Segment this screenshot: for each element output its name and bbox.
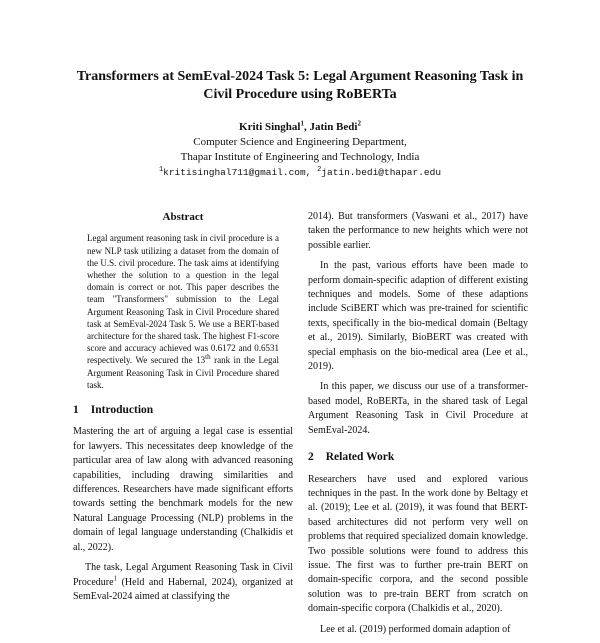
author-1-name: Kriti Singhal [239, 121, 301, 133]
section-number: 2 [308, 451, 314, 464]
email-1: kritisinghal711@gmail.com, [163, 167, 318, 178]
author-block [40, 120, 560, 180]
right-column [308, 210, 528, 643]
intro-p2-part-2: (Held and Habernal, 2024), organized at SemEval-2024 aimed at classifying the [73, 576, 293, 602]
affiliation-line-1: Computer Science and Engineering Department, [193, 136, 407, 148]
related-paragraph-1: Researchers have used and explored various techniques in the past. In the work done by Beltagy et al. (2019); Lee et al. (2019), it was found that BERT-based architectures did not perform very well on problems that required specialized domain knowledge. Two possible solutions were found to address this issue. The first was to further pre-train BERT on domain-specific corpora, and the second possible solution was to pre-train BERT from scratch on domain-specific corpora (Chalkidis et al., 2020). [308, 473, 528, 615]
email-2: jatin.bedi@thapar.edu [321, 167, 442, 178]
intro-paragraph-past-efforts: In the past, various efforts have been made to perform domain-specific adaption of different existing techniques and models. Some of these adaptions include SciBERT which was pre-trained for scientific texts, specifically in the bio-medical domain (Beltagy et al., 2019). Similarly, BioBERT was created with special emphasis on the bio-medical area (Lee et al., 2019). [308, 260, 528, 373]
abstract-heading: Abstract [162, 211, 204, 223]
email-2-mark: 2 [317, 165, 322, 174]
affiliation-line-2: Thapar Institute of Engineering and Technology, India [180, 151, 420, 163]
related-paragraph-2: Lee et al. (2019) performed domain adaption of [320, 623, 511, 635]
intro-p2-part-1: The task, Legal Argument Reasoning Task in Civil Procedure [73, 562, 293, 588]
abstract-text-part-2: rank in the Legal Argument Reasoning Task in Civil Procedure shared task. [87, 355, 279, 390]
abstract-rank-sup: th [205, 353, 211, 362]
author-2-name: Jatin Bedi [309, 121, 358, 133]
intro-paragraph-2 [73, 561, 293, 604]
author-names [40, 120, 560, 135]
author-emails [40, 165, 560, 180]
left-column [73, 210, 293, 610]
section-introduction-heading [73, 403, 293, 417]
section-number: 1 [73, 404, 79, 417]
title-line-1: Transformers at SemEval-2024 Task 5: Legal Argument Reasoning Task in [76, 69, 524, 84]
author-1-mark: 1 [300, 119, 304, 128]
author-2-mark: 2 [357, 119, 361, 128]
author-separator: , [303, 121, 310, 133]
section-related-work-heading [308, 450, 528, 464]
intro-paragraph-1: Mastering the art of arguing a legal case is essential for lawyers. This necessitates deep knowledge of the particular area of law along with advanced reasoning capabilities, including drawing similarities and differences. Researchers have made significant efforts towards setting the benchmark models for the new Natural Language Processing (NLP) problems in the domain of legal language understanding (Chalkidis et al., 2022). [73, 426, 293, 553]
section-title: Introduction [90, 404, 154, 417]
title-line-2: Civil Procedure using RoBERTa [203, 87, 397, 102]
section-title: Related Work [325, 451, 395, 464]
email-1-mark: 1 [158, 165, 164, 174]
footnote-mark: 1 [113, 574, 118, 583]
abstract-text [87, 232, 279, 391]
paper-title [40, 68, 560, 104]
intro-paragraph-this-paper: In this paper, we discuss our use of a transformer-based model, RoBERTa, in the shared task of Legal Argument Reasoning Task in Civil Procedure at SemEval-2024. [308, 381, 528, 436]
intro-continued-paragraph: 2014). But transformers (Vaswani et al., 2017) have taken the performance to new heights which were not possible earlier. [308, 211, 528, 251]
abstract-text-part-1: Legal argument reasoning task in civil procedure is a new NLP task utilizing a dataset from the domain of the U.S. civil procedure. The task aims at identifying whether the solution to a question in the legal domain is correct or not. This paper describes the team "Transformers" submission to the Legal Argument Reasoning Task in Civil Procedure shared task at SemEval-2024 Task 5. We use a BERT-based architecture for the shared task. The highest F1-score score and accuracy achieved was 0.6172 and 0.6531 respectively. We secured the 13 [87, 233, 279, 366]
